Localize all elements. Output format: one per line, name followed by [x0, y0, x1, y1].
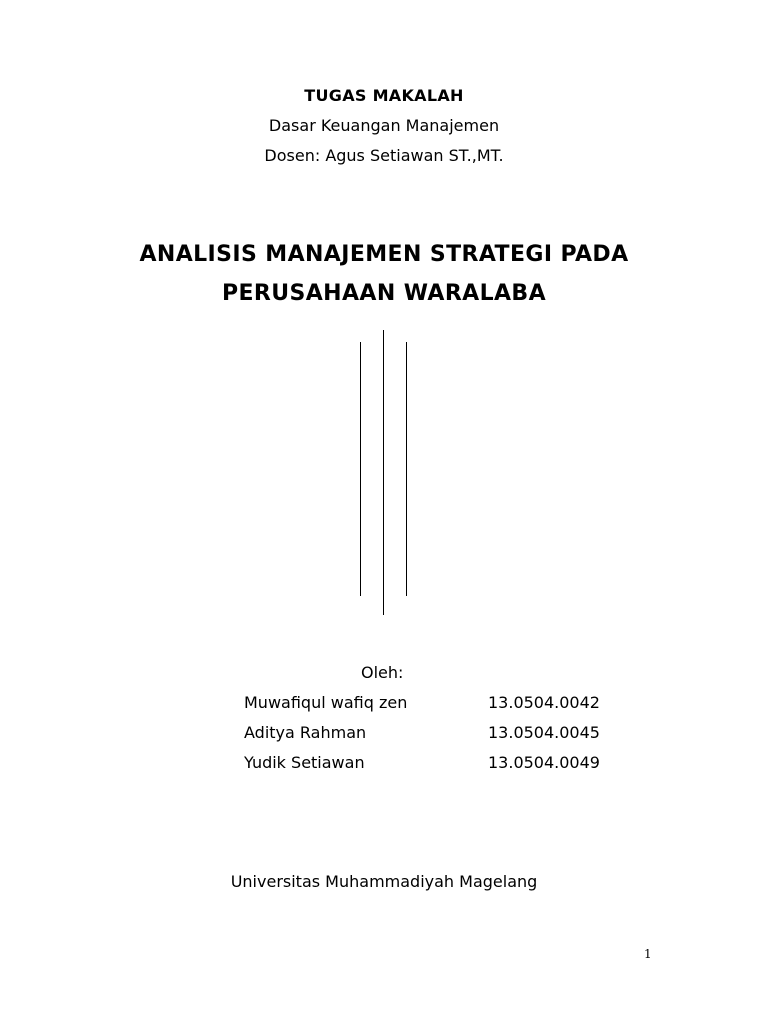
assignment-title: TUGAS MAKALAH	[304, 86, 464, 105]
author-student-id: 13.0504.0049	[488, 753, 600, 772]
author-name: Yudik Setiawan	[244, 753, 365, 772]
author-name: Aditya Rahman	[244, 723, 367, 742]
author-student-id: 13.0504.0042	[488, 693, 600, 712]
decorative-line-center	[383, 330, 384, 615]
course-name: Dasar Keuangan Manajemen	[268, 116, 500, 135]
page-number: 1	[644, 947, 652, 961]
author-name: Muwafiqul wafiq zen	[244, 693, 408, 712]
author-student-id: 13.0504.0045	[488, 723, 600, 742]
university-name: Universitas Muhammadiyah Magelang	[230, 872, 538, 891]
paper-title-line-2: PERUSAHAAN WARALABA	[221, 281, 547, 306]
authors-label: Oleh:	[361, 663, 404, 682]
decorative-line-right	[406, 342, 407, 596]
author-row	[244, 753, 644, 775]
lecturer-name: Dosen: Agus Setiawan ST.,MT.	[264, 146, 504, 165]
decorative-line-left	[360, 342, 361, 596]
author-row	[244, 693, 644, 715]
paper-title-line-1: ANALISIS MANAJEMEN STRATEGI PADA	[139, 242, 629, 267]
author-row	[244, 723, 644, 745]
